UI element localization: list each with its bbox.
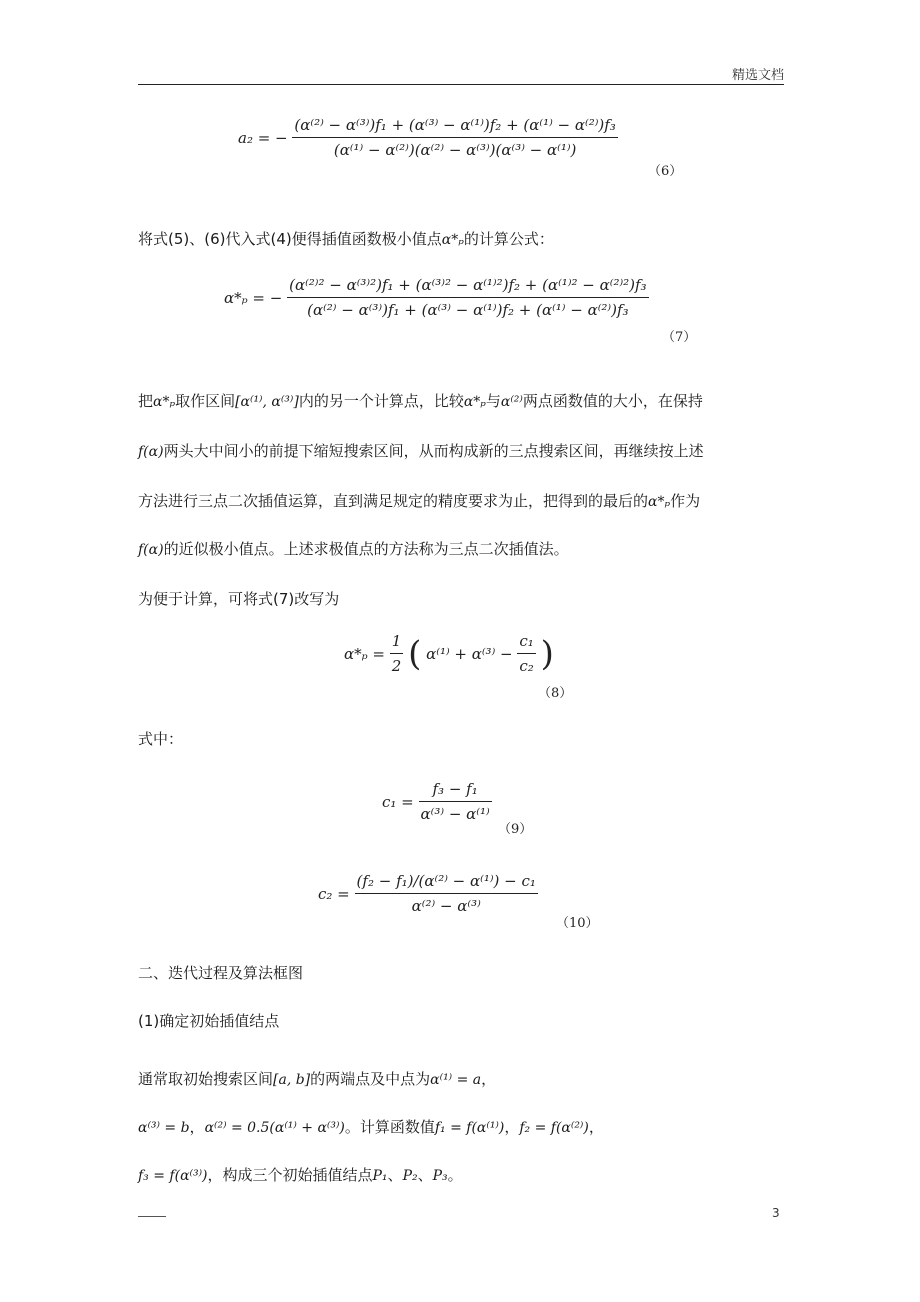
equation-6-numerator: (α⁽²⁾ − α⁽³⁾)f₁ + (α⁽³⁾ − α⁽¹⁾)f₂ + (α⁽¹⁾ − α⁽²⁾)f₃: [294, 116, 616, 134]
interval-symbol: [α⁽¹⁾, α⁽³⁾]: [235, 394, 299, 410]
text-run: ，: [504, 1118, 520, 1136]
text-run: ，构成三个初始插值结点: [207, 1166, 373, 1184]
equation-10-denominator: α⁽²⁾ − α⁽³⁾: [355, 893, 538, 915]
section-title: 二、迭代过程及算法框图: [138, 964, 304, 982]
text-run: 作为: [670, 492, 701, 510]
equation-6-lhs: a₂ = −: [238, 128, 288, 147]
text-run: 。计算函数值: [344, 1118, 435, 1136]
text-run: 方法进行三点二次插值运算，直到满足规定的精度要求为止，把得到的最后的: [138, 492, 649, 510]
equation-10-number: （10）: [556, 916, 599, 931]
equation-7-denominator: (α⁽²⁾ − α⁽³⁾)f₁ + (α⁽³⁾ − α⁽¹⁾)f₂ + (α⁽¹⁾ − α⁽²⁾)f₃: [287, 297, 648, 319]
equation-10-fraction: [355, 872, 538, 915]
alpha-p-star-symbol: α*ₚ: [463, 394, 486, 410]
page-number: 3: [772, 1206, 780, 1220]
alpha-2-equation: α⁽²⁾ = 0.5(α⁽¹⁾ + α⁽³⁾): [204, 1120, 345, 1136]
text-run: 将式(5)、(6)代入式(4)便得插值函数极小值点: [138, 230, 442, 248]
equation-8-paren-close: ): [540, 633, 554, 674]
alpha-2-symbol: α⁽²⁾: [500, 394, 523, 410]
equation-8-middle: α⁽¹⁾ + α⁽³⁾ −: [426, 644, 513, 663]
equation-7: [224, 276, 649, 319]
text-run: 通常取初始搜索区间: [138, 1070, 274, 1088]
equation-7-number: （7）: [662, 330, 697, 345]
equation-7-lhs: α*ₚ = −: [224, 288, 283, 307]
equation-8-coef-numerator: 1: [391, 632, 402, 650]
f3-equation: f₃ = f(α⁽³⁾): [138, 1168, 208, 1184]
text-run: 、: [387, 1166, 403, 1184]
text-run: 的计算公式：: [463, 230, 554, 248]
equation-7-numerator: (α⁽²⁾² − α⁽³⁾²)f₁ + (α⁽³⁾² − α⁽¹⁾²)f₂ + (α⁽¹⁾² − α⁽²⁾²)f₃: [289, 276, 647, 294]
equation-9-number: （9）: [498, 822, 533, 837]
equation-8-lhs: α*ₚ =: [344, 644, 385, 663]
equation-9-fraction: [419, 780, 492, 823]
equation-6: [238, 116, 618, 159]
equation-8: [344, 632, 554, 675]
equation-8-inner-denominator: c₂: [517, 653, 535, 675]
page-header: [138, 62, 784, 85]
text-run: 两头大中间小的前提下缩短搜索区间，从而构成新的三点搜索区间，再继续按上述: [163, 442, 704, 460]
paragraph-line-9: [138, 1116, 604, 1137]
equation-6-fraction: [292, 116, 617, 159]
alpha-p-star-symbol: α*ₚ: [441, 232, 464, 248]
alpha-1-equation: α⁽¹⁾ = a: [430, 1072, 482, 1088]
paragraph-line-4: [138, 490, 700, 511]
text-run: 两点函数值的大小，在保持: [522, 392, 703, 410]
equation-10-numerator: (f₂ − f₁)/(α⁽²⁾ − α⁽¹⁾) − c₁: [356, 872, 536, 890]
paragraph-line-6: 为便于计算，可将式(7)改写为: [138, 590, 340, 608]
interval-ab-symbol: [a, b]: [273, 1072, 311, 1088]
equation-9-numerator: f₃ − f₁: [432, 780, 478, 798]
text-run: 的近似极小值点。上述求极值点的方法称为三点二次插值法。: [163, 540, 569, 558]
equation-8-coef-denominator: 2: [390, 653, 404, 675]
equation-10-lhs: c₂ =: [318, 884, 350, 903]
equation-9-lhs: c₁ =: [382, 792, 414, 811]
equation-7-fraction: [287, 276, 648, 319]
f2-equation: f₂ = f(α⁽²⁾): [519, 1120, 589, 1136]
text-run: ，: [189, 1118, 205, 1136]
text-run: 、: [417, 1166, 433, 1184]
equation-6-number: （6）: [648, 164, 683, 179]
paragraph-line-1: [138, 228, 554, 249]
footer-dash: [138, 1216, 166, 1217]
equation-9-denominator: α⁽³⁾ − α⁽¹⁾: [419, 801, 492, 823]
p3-symbol: P₃: [432, 1168, 448, 1184]
equation-9: [382, 780, 492, 823]
text-run: 取作区间: [175, 392, 236, 410]
subsection-title: (1)确定初始插值结点: [138, 1012, 280, 1030]
text-run: 与: [485, 392, 501, 410]
alpha-p-star-symbol: α*ₚ: [153, 394, 176, 410]
text-run: 内的另一个计算点，比较: [298, 392, 464, 410]
equation-8-inner-fraction: [517, 632, 535, 675]
alpha-3-equation: α⁽³⁾ = b: [138, 1120, 190, 1136]
equation-10: [318, 872, 538, 915]
text-run: 把: [138, 392, 154, 410]
paragraph-line-10: [138, 1164, 463, 1185]
equation-8-coefficient: [390, 632, 404, 675]
f-alpha-symbol: f(α): [138, 542, 164, 558]
alpha-p-star-symbol: α*ₚ: [648, 494, 671, 510]
header-title: 精选文档: [731, 68, 784, 83]
p2-symbol: P₂: [402, 1168, 418, 1184]
text-run: ，: [588, 1118, 604, 1136]
paragraph-line-2: [138, 390, 703, 411]
equation-8-inner-numerator: c₁: [519, 632, 534, 650]
equation-6-denominator: (α⁽¹⁾ − α⁽²⁾)(α⁽²⁾ − α⁽³⁾)(α⁽³⁾ − α⁽¹⁾): [292, 137, 617, 159]
text-run: ，: [481, 1070, 497, 1088]
equation-8-number: （8）: [538, 686, 573, 701]
paragraph-line-5: [138, 538, 569, 559]
paragraph-line-8: [138, 1068, 496, 1089]
text-run: 的两端点及中点为: [310, 1070, 431, 1088]
paragraph-line-7: 式中：: [138, 730, 184, 748]
f-alpha-symbol: f(α): [138, 444, 164, 460]
text-run: 。: [447, 1166, 463, 1184]
f1-equation: f₁ = f(α⁽¹⁾): [434, 1120, 505, 1136]
paragraph-line-3: [138, 440, 704, 461]
equation-8-paren-open: (: [408, 633, 422, 674]
p1-symbol: P₁: [372, 1168, 388, 1184]
